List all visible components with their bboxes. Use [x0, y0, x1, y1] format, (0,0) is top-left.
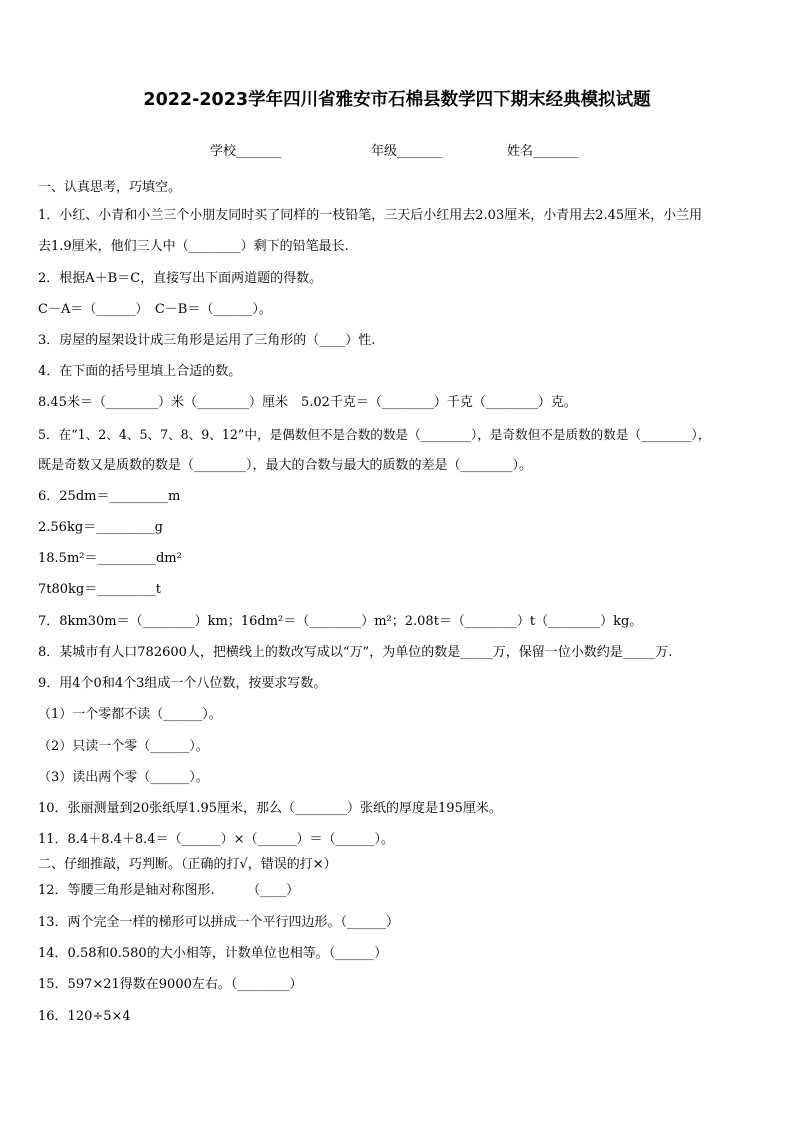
question-9-part-1: （1）一个零都不读（______）。 — [38, 707, 222, 722]
question-5-line-1: 5．在“1、2、4、5、7、8、9、12”中，是偶数但不是合数的数是（________），是奇数但不是质数的数是（________）， — [38, 427, 711, 442]
section-heading-judge: 二、仔细推敲，巧判断。（正确的打√，错误的打×） — [38, 857, 337, 872]
question-2-answers: C－A＝（______） C－B＝（______）。 — [38, 302, 272, 317]
question-8: 8．某城市有人口782600人，把横线上的数改写成以“万”，为单位的数是_____万，保留一位小数约是_____万. — [38, 645, 673, 660]
question-1-line-2: 去1.9厘米，他们三人中（________）剩下的铅笔最长. — [38, 239, 349, 254]
question-13: 13．两个完全一样的梯形可以拼成一个平行四边形。（______） — [38, 915, 400, 930]
question-14: 14．0.58和0.580的大小相等，计数单位也相等。（______） — [38, 946, 388, 961]
question-9-part-3: （3）读出两个零（______）。 — [38, 770, 209, 785]
question-10: 10．张丽测量到20张纸厚1.95厘米，那么（________）张纸的厚度是195厘米。 — [38, 801, 502, 816]
question-5-line-2: 既是奇数又是质数的数是（________），最大的合数与最大的质数的差是（________）。 — [38, 458, 533, 473]
question-16: 16．120÷5×4 — [38, 1009, 131, 1024]
name-field: 姓名_______ — [507, 144, 579, 159]
school-field: 学校_______ — [210, 144, 282, 159]
question-6-a: 6．25dm＝_________m — [38, 489, 181, 504]
page-title: 2022-2023学年四川省雅安市石棉县数学四下期末经典模拟试题 — [143, 90, 651, 110]
question-11: 11．8.4＋8.4＋8.4＝（______）×（______）＝（______）。 — [38, 832, 394, 847]
question-1-line-1: 1．小红、小青和小兰三个小朋友同时买了同样的一枝铅笔，三天后小红用去2.03厘米，小青用去2.45厘米，小兰用 — [38, 208, 703, 223]
section-heading-fill-blank: 一、认真思考，巧填空。 — [38, 180, 182, 195]
question-12: 12．等腰三角形是轴对称图形. （____） — [38, 883, 300, 898]
question-4: 4．在下面的括号里填上合适的数。 — [38, 364, 242, 379]
grade-field: 年级_______ — [371, 144, 443, 159]
question-15: 15．597×21得数在9000左右。（________） — [38, 977, 303, 992]
question-4-answers: 8.45米＝（________）米（________）厘米 5.02千克＝（________）千克（________）克。 — [38, 395, 577, 410]
question-3: 3．房屋的屋架设计成三角形是运用了三角形的（____）性. — [38, 333, 376, 348]
question-6-b: 2.56kg＝_________g — [38, 520, 163, 535]
question-7: 7．8km30m＝（________）km；16dm²＝（________）m²；2.08t＝（________）t（________）kg。 — [38, 614, 643, 629]
question-2: 2．根据A＋B＝C，直接写出下面两道题的得数。 — [38, 271, 323, 286]
question-9-part-2: （2）只读一个零（______）。 — [38, 739, 209, 754]
question-9: 9．用4个0和4个3组成一个八位数，按要求写数。 — [38, 676, 327, 691]
question-6-c: 18.5m²＝_________dm² — [38, 551, 182, 566]
question-6-d: 7t80kg＝_________t — [38, 582, 161, 597]
